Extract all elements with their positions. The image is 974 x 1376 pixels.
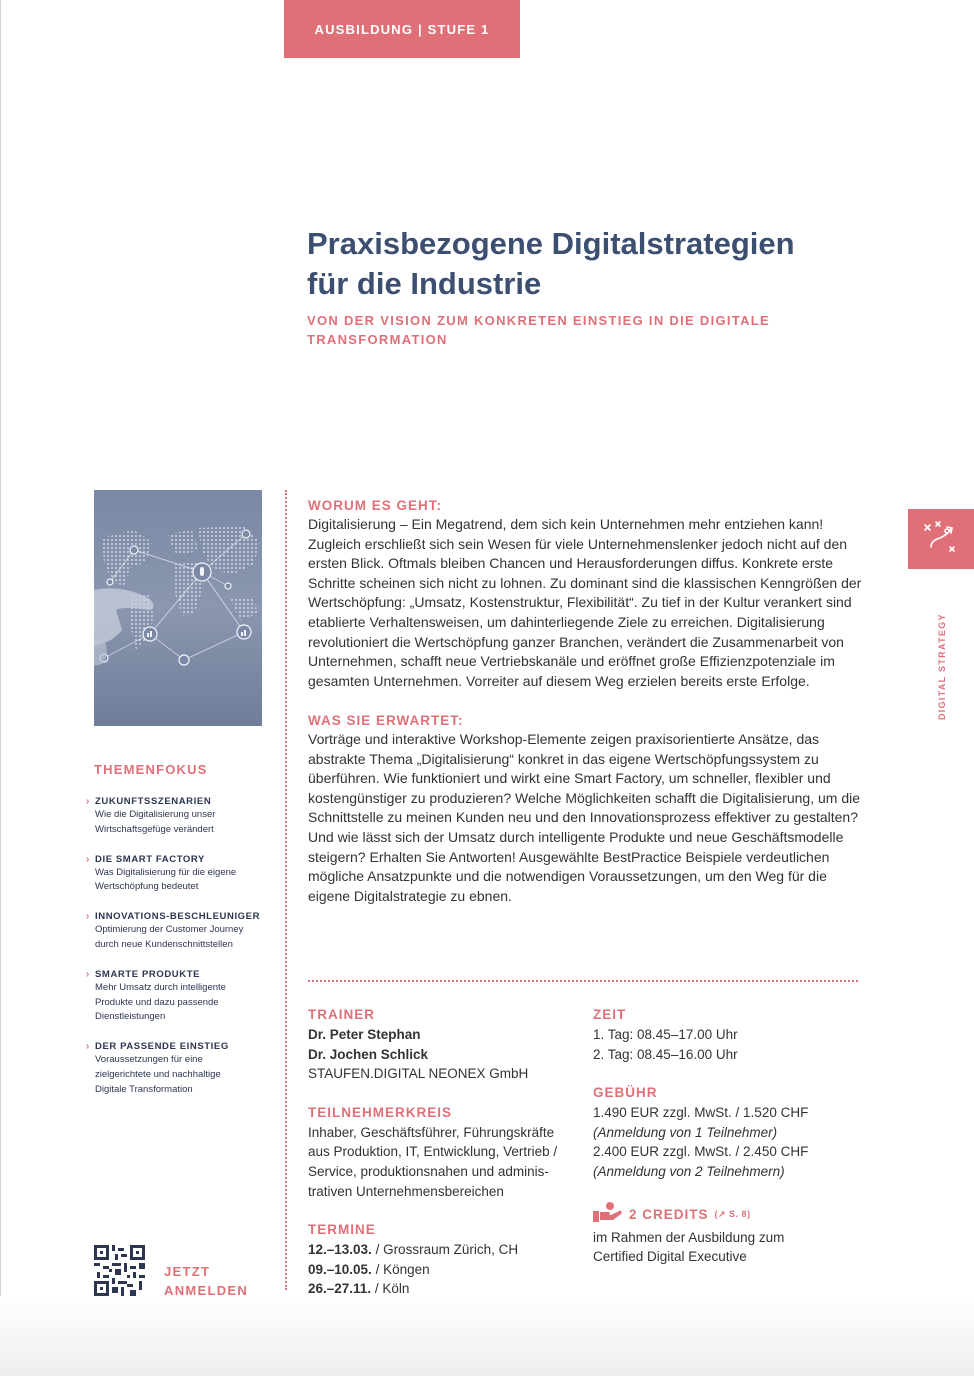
gebuehr-note: (Anmeldung von 2 Teilnehmern) bbox=[593, 1163, 785, 1179]
focus-item-desc: Optimierung der Customer Journey bbox=[95, 924, 244, 936]
teilnehmerkreis-line: Inhaber, Geschäftsführer, Führungskräfte bbox=[308, 1124, 555, 1140]
focus-item-desc: Wie die Digitalisierung unser bbox=[95, 809, 216, 820]
credits-text: im Rahmen der Ausbildung zum bbox=[593, 1229, 785, 1245]
details-left-column bbox=[308, 1005, 578, 1318]
teilnehmerkreis-line: trativen Unternehmensbereichen bbox=[308, 1183, 504, 1199]
termin-place: / Köngen bbox=[371, 1261, 430, 1277]
gebuehr-price: 2.400 EUR zzgl. MwSt. / 2.450 CHF bbox=[593, 1144, 809, 1160]
trainer-heading: TRAINER bbox=[308, 1007, 375, 1022]
hand-coin-icon bbox=[593, 1201, 623, 1228]
termine-block bbox=[308, 1220, 578, 1299]
chevron-right-icon: › bbox=[86, 796, 90, 807]
focus-item-desc: zielgerichtete und nachhaltige bbox=[95, 1068, 221, 1080]
hero-image bbox=[94, 490, 262, 726]
gebuehr-note: (Anmeldung von 1 Teilnehmer) bbox=[593, 1124, 778, 1140]
cta-line-2: ANMELDEN bbox=[164, 1283, 249, 1298]
subtitle-line-1: VON DER VISION ZUM KONKRETEN EINSTIEG IN DIE DIGITALE bbox=[307, 313, 771, 328]
cta-line-1: JETZT bbox=[164, 1264, 211, 1279]
focus-item bbox=[86, 853, 276, 896]
focus-item-title: ZUKUNFTSSZENARIEN bbox=[95, 796, 212, 807]
teilnehmerkreis-heading: TEILNEHMERKREIS bbox=[308, 1104, 453, 1120]
erwartet-section bbox=[308, 711, 864, 906]
register-cta[interactable] bbox=[164, 1262, 248, 1300]
focus-item-desc: Wertschöpfung bedeutet bbox=[95, 881, 199, 893]
credits-label: 2 CREDITS bbox=[629, 1206, 709, 1222]
termin-row bbox=[308, 1279, 578, 1299]
chevron-right-icon: › bbox=[86, 1041, 90, 1053]
termin-place: / Grossraum Zürich, CH bbox=[371, 1242, 519, 1258]
credits-block bbox=[593, 1201, 863, 1267]
teilnehmerkreis-block bbox=[308, 1103, 578, 1201]
page-subtitle bbox=[307, 311, 827, 349]
termin-row bbox=[308, 1240, 578, 1260]
zeit-day: 1. Tag: 08.45–17.00 Uhr bbox=[593, 1027, 738, 1042]
credits-text: Certified Digital Executive bbox=[593, 1249, 747, 1265]
zeit-block bbox=[593, 1005, 863, 1064]
focus-item-desc: Digitale Transformation bbox=[95, 1083, 193, 1095]
trainer-company: STAUFEN.DIGITAL NEONEX GmbH bbox=[308, 1066, 529, 1082]
page-title bbox=[307, 224, 867, 304]
termin-place: / Köln bbox=[371, 1281, 410, 1297]
worum-section bbox=[308, 496, 864, 691]
title-line-1: Praxisbezogene Digitalstrategien bbox=[307, 226, 795, 261]
gebuehr-block bbox=[593, 1083, 863, 1181]
zeit-heading: ZEIT bbox=[593, 1007, 627, 1022]
focus-item bbox=[86, 795, 276, 838]
chevron-right-icon: › bbox=[86, 853, 90, 865]
focus-item-desc: Wirtschaftsgefüge verändert bbox=[95, 823, 214, 835]
side-tab bbox=[908, 509, 974, 569]
teilnehmerkreis-line: Service, produktionsnahen und adminis- bbox=[308, 1163, 549, 1179]
title-line-2: für die Industrie bbox=[307, 266, 542, 301]
focus-item-title: SMARTE PRODUKTE bbox=[95, 968, 201, 980]
trainer-block bbox=[308, 1005, 578, 1084]
focus-item bbox=[86, 1040, 276, 1097]
zeit-day: 2. Tag: 08.45–16.00 Uhr bbox=[593, 1046, 738, 1062]
termin-date: 26.–27.11. bbox=[308, 1281, 372, 1297]
termin-date: 12.–13.03. bbox=[308, 1242, 372, 1258]
themenfokus-heading: THEMENFOKUS bbox=[94, 762, 208, 777]
trainer-name: Dr. Jochen Schlick bbox=[308, 1046, 429, 1062]
erwartet-heading: WAS SIE ERWARTET: bbox=[308, 713, 464, 728]
focus-item bbox=[86, 910, 276, 953]
focus-item-title: DIE SMART FACTORY bbox=[95, 853, 205, 865]
subtitle-line-2: TRANSFORMATION bbox=[307, 332, 448, 347]
erwartet-text: Vorträge und interaktive Workshop-Elemente zeigen praxisorientierte Ansätze, das abstrakte Thema „Digitalisierung“ konkret in das eigene Wertschöpfungssystem zu überführen. Wie funktioniert und wirkt eine Smart Factory, um schneller, flexibler und kostengünstiger zu produzieren? Welche Möglichkeiten schafft die Digitalisierung, um die Schnittstelle zu meinen Kunden neu und den Innovationsprozess effektiver zu gestalten? Und wie lässt sich der Umsatz durch intelligente Produkte und neue Geschäftsmodelle steigern? Erhalten Sie Antworten! Ausgewählte BestPractice Beispiele verdeutlichen mögliche Ansatzpunkte und die notwendigen Voraussetzungen, um den Weg für die eigene Digitalstrategie zu ebnen. bbox=[308, 731, 861, 904]
qr-code[interactable] bbox=[94, 1245, 145, 1296]
focus-item bbox=[86, 968, 276, 1025]
focus-item-title: DER PASSENDE EINSTIEG bbox=[95, 1041, 229, 1053]
focus-item-desc: Dienstleistungen bbox=[95, 1011, 166, 1023]
gebuehr-heading: GEBÜHR bbox=[593, 1085, 658, 1101]
termin-date: 09.–10.05. bbox=[308, 1261, 372, 1277]
focus-item-desc: Voraussetzungen für eine bbox=[95, 1054, 203, 1066]
page-border bbox=[0, 0, 1, 1376]
vertical-divider bbox=[285, 490, 287, 1290]
trainer-name: Dr. Peter Stephan bbox=[308, 1027, 421, 1042]
focus-item-desc: Produkte und dazu passende bbox=[95, 996, 219, 1008]
category-tag: AUSBILDUNG | STUFE 1 bbox=[284, 0, 520, 58]
focus-item-title: INNOVATIONS-BESCHLEUNIGER bbox=[95, 911, 261, 923]
details-right-column bbox=[593, 1005, 863, 1286]
horizontal-divider bbox=[308, 980, 858, 982]
chevron-right-icon: › bbox=[86, 968, 90, 980]
chevron-right-icon: › bbox=[86, 911, 90, 923]
focus-item-desc: durch neue Kundenschnittstellen bbox=[95, 938, 233, 950]
termine-heading: TERMINE bbox=[308, 1222, 376, 1238]
focus-item-desc: Mehr Umsatz durch intelligente bbox=[95, 981, 226, 993]
credits-page-link[interactable]: (↗ S. 8) bbox=[714, 1208, 751, 1219]
teilnehmerkreis-line: aus Produktion, IT, Entwicklung, Vertrieb / bbox=[308, 1144, 558, 1160]
worum-text: Digitalisierung – Ein Megatrend, dem sich kein Unternehmen mehr entziehen kann! Zugleich erschließt sich sein Wesen für viele Unternehmenslenker jedoch nicht auf den ersten Blick. Oftmals bleiben Chancen und Herausforderungen diffus. Konkrete erste Schritte scheinen sich nicht zu lohnen. Zu dominant sind die klassischen Kenngrößen der Wertschöpfung: „Umsatz, Kostenstruktur, Flexibilität“. Zu tief in der Kultur verankert sind etablierte Verhaltensweisen, um dahinterliegende Ziele zu erreichen. Digitalisierung revolutioniert die Wertschöpfung ganzer Branchen, verändert die Zusammenarbeit von Unternehmen, schafft neue Vertriebskanäle und eröffnet große Effizienzpotenziale im gesamten Unternehmen. Vorreiter auf diesem Weg erzielen bereits erste Erfolge. bbox=[308, 516, 862, 689]
gebuehr-price: 1.490 EUR zzgl. MwSt. / 1.520 CHF bbox=[593, 1105, 809, 1121]
termin-row bbox=[308, 1260, 578, 1280]
themenfokus-list bbox=[86, 795, 276, 1113]
credits-row bbox=[593, 1201, 863, 1228]
side-label: DIGITAL STRATEGY bbox=[937, 613, 947, 720]
worum-heading: WORUM ES GEHT: bbox=[308, 498, 442, 513]
strategy-play-icon bbox=[921, 519, 961, 560]
focus-item-desc: Was Digitalisierung für die eigene bbox=[95, 866, 237, 878]
